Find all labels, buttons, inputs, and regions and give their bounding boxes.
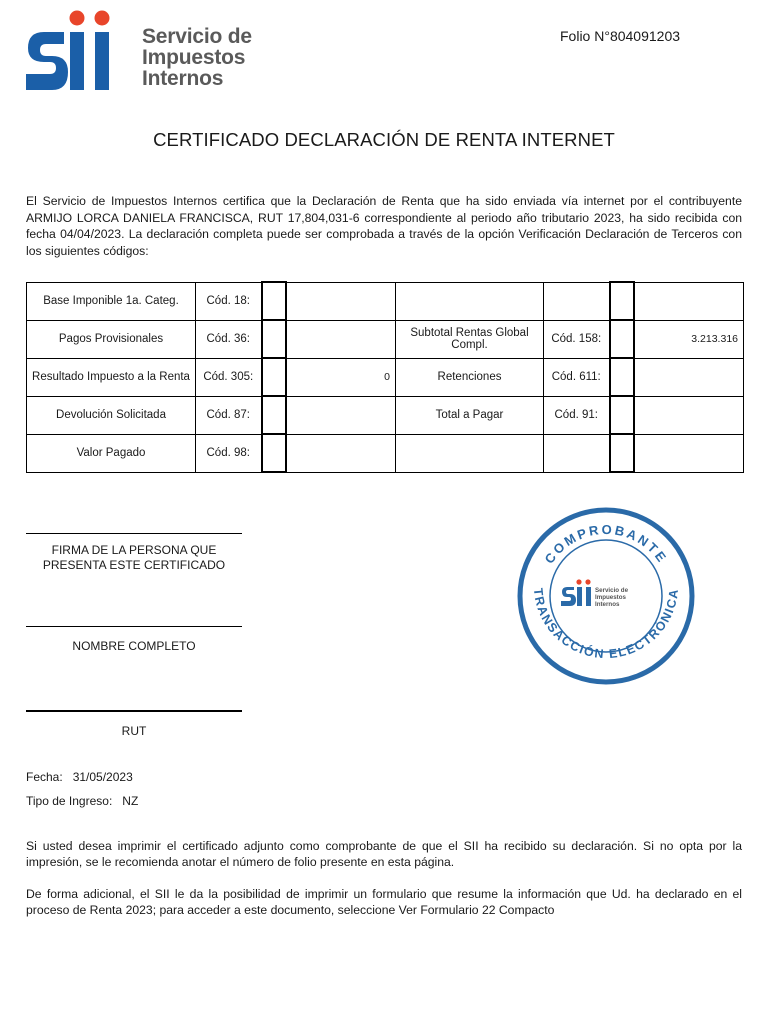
code-label-cell: Total a Pagar bbox=[396, 396, 544, 434]
firma-line bbox=[26, 533, 242, 534]
code-label-cell bbox=[396, 434, 544, 472]
table-row bbox=[27, 320, 744, 358]
code-number-cell: Cód. 305: bbox=[196, 358, 262, 396]
code-label-cell: Resultado Impuesto a la Renta bbox=[27, 358, 196, 396]
svg-text:Impuestos: Impuestos bbox=[595, 594, 626, 601]
electronic-transaction-stamp bbox=[516, 506, 696, 686]
code-value-cell bbox=[634, 396, 744, 434]
code-label-cell: Devolución Solicitada bbox=[27, 396, 196, 434]
code-number-cell: Cód. 36: bbox=[196, 320, 262, 358]
nombre-line bbox=[26, 626, 242, 627]
rut-label: RUT bbox=[121, 724, 147, 738]
code-box-cell bbox=[262, 396, 286, 434]
code-label-cell bbox=[396, 282, 544, 320]
code-box-cell bbox=[262, 434, 286, 472]
intro-paragraph: El Servicio de Impuestos Internos certifica que la Declaración de Renta que ha sido enviada vía internet por el contribuyente ARMIJO LORCA DANIELA FRANCISCA, RUT 17,804,031-6 correspondiente al periodo año tributario 2023, ha sido recibida con fecha 04/04/2023. La declaración completa puede ser comprobada a través de la opción Verificación Declaración de Terceros con los siguientes códigos: bbox=[26, 194, 742, 258]
code-box-cell bbox=[610, 320, 634, 358]
logo-line-1: Servicio de bbox=[142, 25, 252, 48]
code-value-cell bbox=[286, 434, 396, 472]
fecha-value: 31/05/2023 bbox=[72, 770, 133, 784]
code-box-cell bbox=[262, 358, 286, 396]
table-row bbox=[27, 358, 744, 396]
code-box-cell bbox=[610, 396, 634, 434]
footer-paragraph-1: Si usted desea imprimir el certificado adjunto como comprobante de que el SII ha recibido su declaración. Si no opta por la impresión, se le recomienda anotar el número de folio presente en esta página. bbox=[26, 839, 742, 869]
code-label-cell: Base Imponible 1a. Categ. bbox=[27, 282, 196, 320]
code-number-cell: Cód. 611: bbox=[544, 358, 610, 396]
code-value-cell bbox=[634, 434, 744, 472]
code-value-cell: 3.213.316 bbox=[634, 320, 744, 358]
codes-table bbox=[26, 281, 744, 473]
sii-logo bbox=[24, 10, 264, 92]
logo-line-3: Internos bbox=[142, 67, 224, 90]
code-number-cell: Cód. 98: bbox=[196, 434, 262, 472]
nombre-label: NOMBRE COMPLETO bbox=[72, 639, 196, 653]
code-label-cell: Retenciones bbox=[396, 358, 544, 396]
table-row bbox=[27, 282, 744, 320]
svg-text:COMPROBANTE: COMPROBANTE bbox=[541, 521, 671, 567]
tipo-ingreso-row bbox=[26, 794, 138, 808]
logo-line-2: Impuestos bbox=[142, 46, 246, 69]
code-number-cell bbox=[544, 282, 610, 320]
table-row bbox=[27, 396, 744, 434]
code-box-cell bbox=[262, 320, 286, 358]
code-label-cell: Valor Pagado bbox=[27, 434, 196, 472]
code-value-cell: 0 bbox=[286, 358, 396, 396]
code-value-cell bbox=[286, 320, 396, 358]
code-number-cell bbox=[544, 434, 610, 472]
code-value-cell bbox=[634, 358, 744, 396]
code-box-cell bbox=[610, 358, 634, 396]
page-title: CERTIFICADO DECLARACIÓN DE RENTA INTERNET bbox=[153, 129, 615, 150]
svg-text:TRANSACCIÓN ELECTRÓNICA: TRANSACCIÓN ELECTRÓNICA bbox=[530, 587, 682, 662]
svg-text:Servicio de: Servicio de bbox=[595, 587, 629, 594]
rut-line bbox=[26, 710, 242, 712]
folio-number: Folio N°804091203 bbox=[560, 28, 681, 44]
stamp-seal-icon bbox=[516, 506, 696, 686]
tipo-ingreso-value: NZ bbox=[122, 794, 139, 808]
fecha-row bbox=[26, 770, 133, 784]
svg-text:Internos: Internos bbox=[595, 601, 620, 608]
code-box-cell bbox=[262, 282, 286, 320]
tipo-ingreso-label: Tipo de Ingreso: bbox=[26, 794, 113, 808]
code-number-cell: Cód. 87: bbox=[196, 396, 262, 434]
sii-logo-name bbox=[142, 26, 252, 89]
code-box-cell bbox=[610, 434, 634, 472]
code-number-cell: Cód. 18: bbox=[196, 282, 262, 320]
footer-paragraph-2: De forma adicional, el SII le da la posibilidad de imprimir un formulario que resume la información que Ud. ha declarado en el proceso de Renta 2023; para acceder a este documento, seleccione Ver Formulario 22 Compacto bbox=[26, 887, 742, 917]
sii-logo-mark-icon bbox=[24, 10, 124, 92]
code-box-cell bbox=[610, 282, 634, 320]
firma-label: FIRMA DE LA PERSONA QUE PRESENTA ESTE CERTIFICADO bbox=[42, 543, 226, 572]
code-number-cell: Cód. 158: bbox=[544, 320, 610, 358]
code-number-cell: Cód. 91: bbox=[544, 396, 610, 434]
code-label-cell: Pagos Provisionales bbox=[27, 320, 196, 358]
fecha-label: Fecha: bbox=[26, 770, 63, 784]
code-label-cell: Subtotal Rentas Global Compl. bbox=[396, 320, 544, 358]
code-value-cell bbox=[634, 282, 744, 320]
code-value-cell bbox=[286, 396, 396, 434]
code-value-cell bbox=[286, 282, 396, 320]
table-row bbox=[27, 434, 744, 472]
